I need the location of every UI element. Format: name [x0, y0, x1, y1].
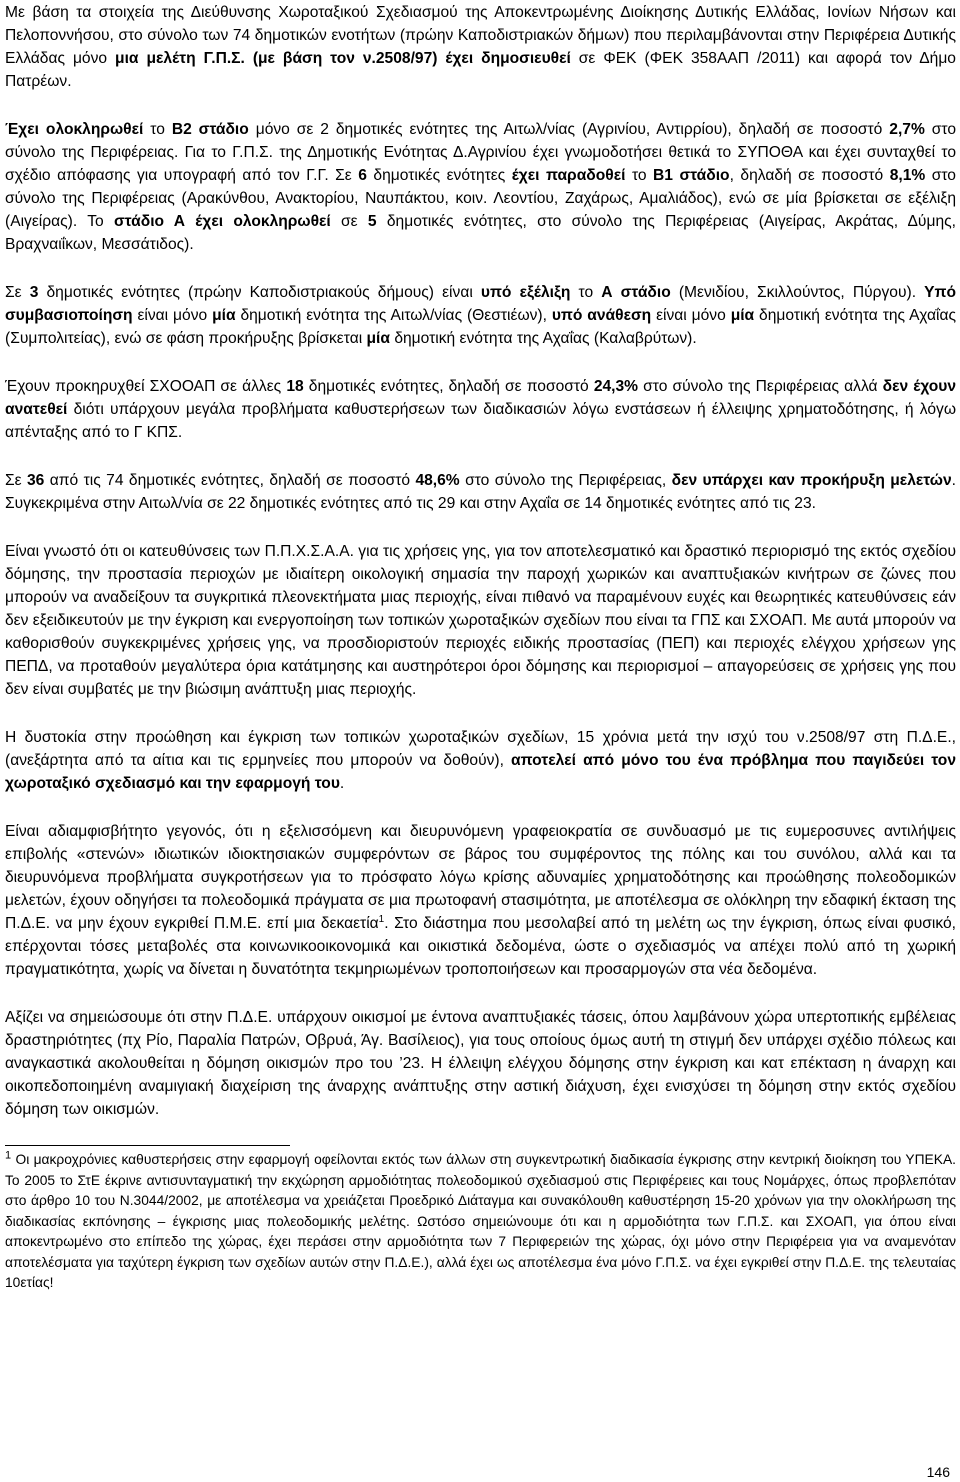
text-run: Αξίζει να σημειώσουμε ότι στην Π.Δ.Ε. υπάρχουν οικισμοί με έντονα αναπτυξιακές τάσεις, όπου λαμβάνουν χώρα υπερτοπικής εμβέλειας δραστηριότητες (πχ Ρίο, Παραλία Πατρών, Οβρυά, Άγ. Βασίλειος), για τους οποίους όμως αυτή τη στιγμή δεν υπάρχει σχέδιο πόλεως και αναγκαστικά ακολουθείται η δόμηση οικισμών προ του ’23. Η έλλειψη ελέγχου δόμησης στην έγκριση και κατ επέκταση η άναρχη και οικοπεδοποιημένη αναμιγιακή διαχείριση της άναρχης ανάπτυξης στην αστική διάχυση, έχει ενισχύσει τη δόμηση στην εκτός σχεδίου δόμηση των οικισμών. [5, 1009, 956, 1118]
footnote-marker: 1 [378, 913, 385, 925]
text-run: στο σύνολο της Περιφέρειας. Για το Γ.Π.Σ. της Δημοτικής Ενότητας Δ.Αγρινίου έχει γνωμοδοτήσει θετικά το ΣΥΠΟΘΑ και έχει συνταχθεί το σχέδιο απόφασης για υπογραφή από τον Γ.Γ. Σε [5, 121, 956, 184]
text-run: το [143, 121, 172, 138]
bold-text: 36 [27, 472, 45, 489]
text-run: . Στο διάστημα που μεσολαβεί από τη μελέτη ως την έγκριση, όπως είναι φυσικό, επέρχονται τόσες μεταβολές στα κοινωνικοοικονομικά και οικιστικά δεδομένα, ώστε ο σχεδιασμός να απέχει πολύ από τη χωρική πραγματικότητα, χωρίς να δίνεται η δυνατότητα τεκμηριωμένων τροποποιήσεων και προσαρμογών στα νέα δεδομένα. [5, 915, 956, 978]
text-run: δημοτικές ενότητες (πρώην Καποδιστριακούς δήμους) είναι [38, 284, 481, 301]
paragraph-5 [5, 469, 956, 515]
text-run: το [570, 284, 602, 301]
text-run: δημοτικές ενότητες, στο σύνολο της Περιφέρειας (Αιγείρας, Ακράτας, Δύμης, Βραχναιΐκων, Μεσσάτιδος). [5, 213, 956, 253]
text-run: Σε [5, 472, 27, 489]
bold-text: δεν έχουν ανατεθεί [5, 378, 957, 418]
text-run: είναι μόνο [651, 307, 731, 324]
bold-text: 5 [367, 213, 377, 230]
text-run: στο σύνολο της Περιφέρειας αλλά [638, 378, 883, 395]
paragraph-4 [5, 375, 956, 444]
bold-text: Β1 στάδιο [653, 167, 730, 184]
footnote-separator [5, 1145, 290, 1146]
bold-text: 3 [29, 284, 39, 301]
text-run: Έχουν προκηρυχθεί ΣΧΟΟΑΠ σε άλλες [5, 378, 287, 395]
text-run: σε [330, 213, 368, 230]
text-run: . [339, 775, 345, 792]
text-run: είναι μόνο [132, 307, 213, 324]
text-run: Με βάση τα στοιχεία της Διεύθυνσης Χωροταξικού Σχεδιασμού της Αποκεντρωμένης Διοίκησης Δυτικής Ελλάδας, Ιονίων Νήσων και Πελοποννήσου, στο σύνολο των 74 δημοτικών ενοτήτων (πρώην Καποδιστριακών δήμων) που περιλαμβάνονται στην Περιφέρεια Δυτικής Ελλάδας μόνο [5, 4, 956, 67]
paragraph-6 [5, 540, 956, 701]
bold-text: υπό εξέλιξη [480, 284, 571, 301]
bold-text: δεν υπάρχει καν προκήρυξη μελετών [671, 472, 952, 489]
text-run: δημοτικές ενότητες, δηλαδή σε ποσοστό [303, 378, 594, 395]
bold-text: 24,3% [593, 378, 639, 395]
bold-text: 8,1% [889, 167, 926, 184]
text-run: το [625, 167, 654, 184]
bold-text: μία [730, 307, 755, 324]
bold-text: αποτελεί από μόνο του ένα πρόβλημα που παγιδεύει τον χωροταξικό σχεδιασμό και την εφαρμογή του [5, 752, 957, 792]
text-run: , δηλαδή σε ποσοστό [729, 167, 890, 184]
text-run: δημοτικές ενότητες [366, 167, 512, 184]
page-number: 146 [926, 1464, 950, 1480]
text-run: από τις 74 δημοτικές ενότητες, δηλαδή σε ποσοστό [44, 472, 416, 489]
paragraph-1 [5, 1, 956, 93]
text-run: στο σύνολο της Περιφέρειας (Αρακύνθου, Ανακτορίου, Ναυπάκτου, κοιν. Λεοντίου, Ζαχάρως, Αμαλιάδος), ενώ σε μία βρίσκεται σε εξέλιξη (Αιγείρας). Το [5, 167, 956, 230]
paragraph-2 [5, 118, 956, 256]
text-run: δημοτική ενότητα της Αχαΐας (Συμπολιτείας), ενώ σε φάση προκήρυξης βρίσκεται [5, 307, 956, 347]
bold-text: Α στάδιο [601, 284, 671, 301]
text-run: Είναι αδιαμφισβήτητο γεγονός, ότι η εξελισσόμενη και διευρυνόμενη γραφειοκρατία σε συνδυασμό με τις ευμεροσυνες αντιλήψεις επιβολής «στενών» ιδιωτικών ιδιοκτησιακών συμφερόντων σε βάρος του συμφέροντος της πόλης και του συνόλου, αλλά και τα διευρυνόμενα προβλήματα συγκροτήσεων για το πρόσφατο λόγω κρίσης αδυναμίες χρηματοδότησης και προώθησης πολεοδομικών μελετών, έχουν οδηγήσει τα πολεοδομικά πράγματα σε μια πρωτοφανή στασιμότητα, με αποτέλεσμα σε ολόκληρη την εδαφική έκταση της Π.Δ.Ε. να μην έχουν εγκριθεί Π.Μ.Ε. επί μια δεκαετία [5, 823, 956, 932]
bold-text: Έχει ολοκληρωθεί [5, 121, 144, 138]
text-run: στο σύνολο της Περιφέρειας, [459, 472, 672, 489]
text-run: Οι μακροχρόνιες καθυστερήσεις στην εφαρμογή οφείλονται εκτός των άλλων στη συγκεντρωτική διαδικασία έγκρισης στην κεντρική διοίκηση του ΥΠΕΚΑ. Το 2005 το ΣτΕ έκρινε αντισυνταγματική την εκχώρηση αρμοδιότητας πολεοδομικού σχεδιασμού στις Περιφέρειες και τους Νομάρχες, όπως προβλεπόταν στο άρθρο 10 του Ν.3044/2002, με αποτέλεσμα να χρειάζεται Προεδρικό Διάταγμα και συνακόλουθη καθυστέρηση 15-20 χρόνων για την ολοκλήρωση της διαδικασίας εκπόνησης – έγκρισης μιας πολεοδομικής μελέτης. Ωστόσο σημειώνουμε ότι και η αρμοδιότητα των Γ.Π.Σ. και ΣΧΟΑΠ, για όπου είναι αποκεντρωμένο στο επίπεδο της χώρας, έχει περάσει στην αρμοδιότητα των 7 Περιφερειών της χώρας, όχι μόνο στην Περιφέρεια για να αναμενόταν αποτελέσματα για ταχύτερη έγκριση των σχεδίων αυτών στην Π.Δ.Ε.), αλλά έχει ως αποτέλεσμα ένα μόνο Γ.Π.Σ. να έχει εγκριθεί στην Π.Δ.Ε. της τελευταίας 10ετίας! [5, 1152, 956, 1290]
text-run: δημοτική ενότητα της Αιτωλ/νίας (Θεστιέων), [235, 307, 552, 324]
bold-text: μία [212, 307, 236, 324]
bold-text: 2,7% [889, 121, 925, 138]
body-text [5, 1, 956, 1121]
bold-text: μια μελέτη Γ.Π.Σ. (με βάση τον ν.2508/97) έχει δημοσιευθεί [115, 50, 571, 67]
bold-text: έχει παραδοθεί [511, 167, 626, 184]
bold-text: μία [366, 330, 390, 347]
text-run: (Μενιδίου, Σκιλλούντος, Πύργου). [670, 284, 925, 301]
paragraph-3 [5, 281, 956, 350]
text-run: δημοτική ενότητα της Αχαΐας (Καλαβρύτων). [389, 330, 697, 347]
bold-text: 6 [358, 167, 367, 184]
bold-text: υπό ανάθεση [551, 307, 652, 324]
text-run: Η δυστοκία στην προώθηση και έγκριση των τοπικών χωροταξικών σχεδίων, 15 χρόνια μετά την ισχύ του ν.2508/97 στη Π.Δ.Ε., (ανεξάρτητα από τα αίτια και τις ερμηνείες που μπορούν να δοθούν), [5, 729, 956, 769]
text-run: . Συγκεκριμένα στην Αιτωλ/νία σε 22 δημοτικές ενότητες από τις 29 και στην Αχαΐα σε 14 δημοτικές ενότητες από τις 23. [5, 472, 956, 512]
text-run: Σε [5, 284, 30, 301]
text-run: διότι υπάρχουν μεγάλα προβλήματα καθυστερήσεων των διαδικασιών λόγω ενστάσεων ή έλλειψης χρηματοδότησης, ή λόγω απένταξης από το Γ ΚΠΣ. [5, 401, 956, 441]
paragraph-8 [5, 820, 956, 981]
footnote-1 [5, 1150, 956, 1294]
text-run: Είναι γνωστό ότι οι κατευθύνσεις των Π.Π.Χ.Σ.Α.Α. για τις χρήσεις γης, για τον αποτελεσματικό και δραστικό περιορισμό της εκτός σχεδίου δόμησης, την προστασία περιοχών με ιδιαίτερη οικολογική σημασία την παροχή χωρικών και αναπτυξιακών κινήτρων σε ζώνες που μπορούν να αναδείξουν τα συγκριτικά πλεονεκτήματα μιας περιοχής, είναι πιθανό να παραμένουν ευχές και θεωρητικές κατευθύνσεις εάν δεν εξειδικευτούν με την έγκριση και ενεργοποίηση των τοπικών χωροταξικών σχεδίων που είναι τα ΓΠΣ και ΣΧΟΑΠ. Με αυτά μπορούν να καθορισθούν συγκεκριμένες χρήσεις γης, να προσδιοριστούν περιοχές ειδικής προστασίας (ΠΕΠ) και περιοχές ελέγχου χρήσεων γης ΠΕΠΔ, να προταθούν μεγαλύτερα όρια κατάτμησης και αυστηρότεροι όροι δόμησης και περιορισμοί – απαγορεύσεις σε χρήσεις γης που δεν είναι συμβατές με την βιώσιμη ανάπτυξη μιας περιοχής. [5, 543, 956, 698]
text-run: σε ΦΕΚ (ΦΕΚ 358ΑΑΠ /2011) και αφορά τον Δήμο Πατρέων. [5, 50, 956, 90]
bold-text: Β2 στάδιο [171, 121, 249, 138]
bold-text: Υπό συμβασιοποίηση [5, 284, 957, 324]
bold-text: στάδιο Α έχει ολοκληρωθεί [113, 213, 331, 230]
text-run: μόνο σε 2 δημοτικές ενότητες της Αιτωλ/νίας (Αγρινίου, Αντιρρίου), δηλαδή σε ποσοστό [248, 121, 890, 138]
bold-text: 48,6% [415, 472, 460, 489]
paragraph-7 [5, 726, 956, 795]
bold-text: 18 [286, 378, 304, 395]
footnote-marker: 1 [5, 1149, 12, 1162]
paragraph-9 [5, 1006, 956, 1121]
